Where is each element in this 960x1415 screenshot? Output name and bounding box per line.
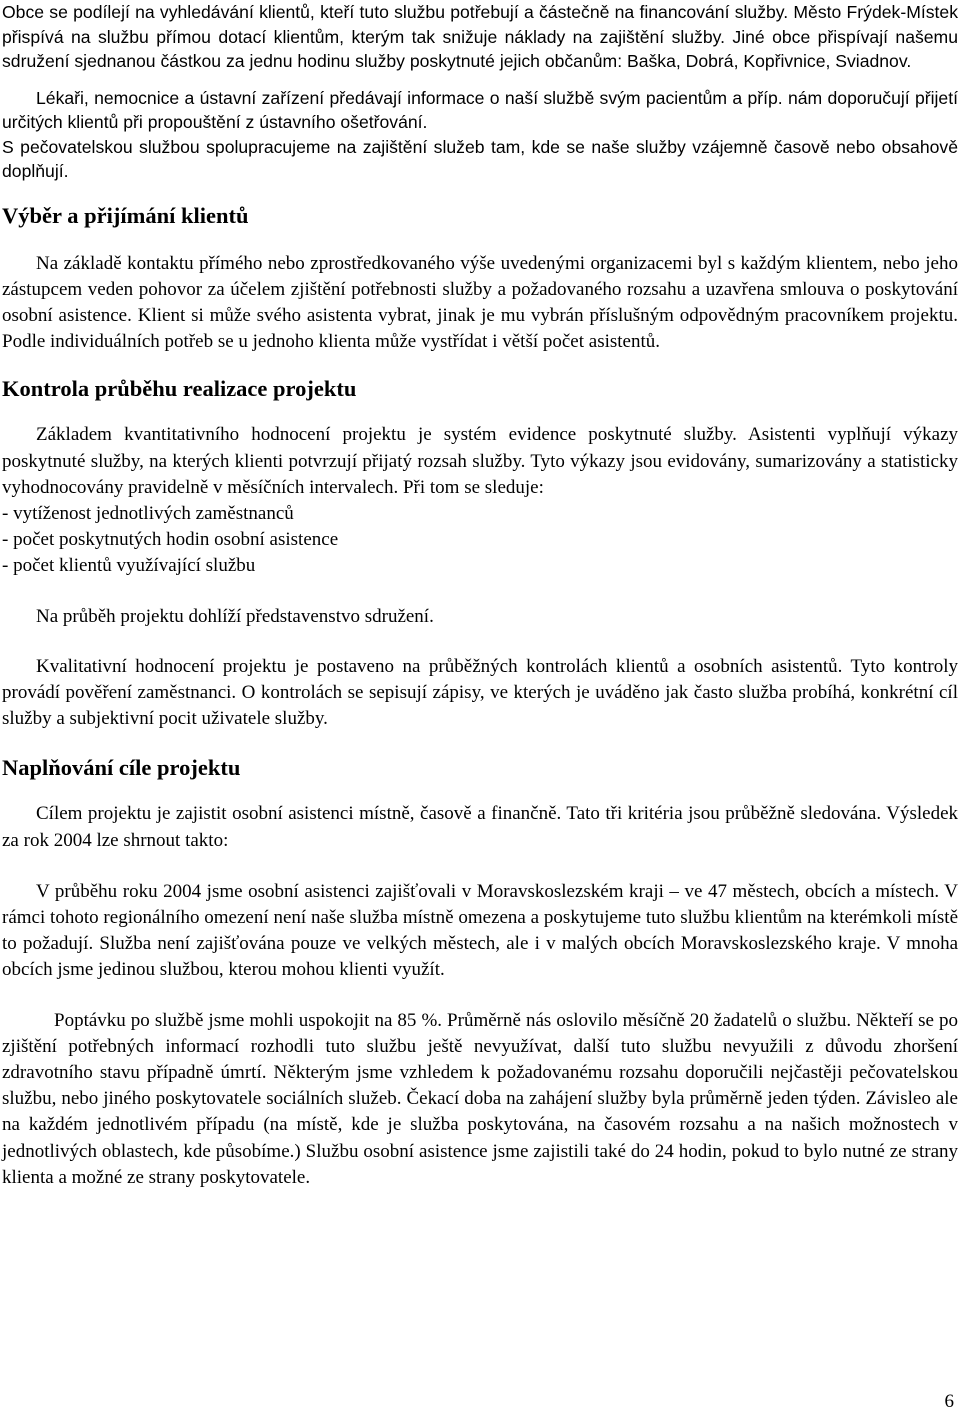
intro-paragraph-care-service: S pečovatelskou službou spolupracujeme na zajištění služeb tam, kde se naše služby vzájemně časově nebo obsahově doplňují. — [2, 136, 958, 181]
list-item: - vytíženost jednotlivých zaměstnanců — [2, 502, 294, 524]
section-project-control — [2, 422, 958, 732]
section-project-goals — [2, 801, 958, 1191]
heading-client-selection: Výběr a přijímání klientů — [2, 202, 249, 228]
document-page — [2, 0, 958, 1191]
paragraph-regional-coverage: V průběhu roku 2004 jsme osobní asistenci zajišťovali v Moravskoslezském kraji – ve 47 městech, obcích a místech. V rámci tohoto regionálního omezení není naše služba místně omezena a poskytujeme tuto službu klientům na kterémkoli místě to požadují. Služba není zajišťována pouze ve velkých městech, ale i v malých obcích Moravskoslezského kraje. V mnoha obcích jsme jedinou službou, kterou mohou klienti využít. — [2, 880, 958, 981]
section-client-selection — [2, 251, 958, 356]
page-number: 6 — [944, 1391, 954, 1412]
list-item: - počet klientů využívající službu — [2, 555, 256, 577]
monitored-items-list — [2, 501, 958, 580]
intro-paragraph-doctors: Lékaři, nemocnice a ústavní zařízení předávají informace o naší službě svým pacientům a příp. nám doporučují přijetí určitých klientů při propouštění z ústavního ošetřování. — [2, 87, 958, 132]
list-item: - počet poskytnutých hodin osobní asistence — [2, 529, 339, 551]
paragraph-demand-satisfaction: Poptávku po službě jsme mohli uspokojit na 85 %. Průměrně nás oslovilo měsíčně 20 žadatelů o službu. Někteří se po zjištění potřebných informací rozhodli tuto službu ještě nevyužívat, další tuto službu nevyužili z důvodu zhoršení zdravotního stavu případně úmrtí. Některým jsme vzhledem k požadovanému rozsahu doporučili nejčastěji pečovatelskou službu, nebo jiného poskytovatele sociálních služeb. Čekací doba na zahájení služby byla průměrně jeden týden. Závisleo ale na každém jednotlivém případu (na místě, kde je služba poskytována, na časovém rozsahu a na našich možnostech v jednotlivých oblastech, kde působíme.) Službu osobní asistence jsme zajistili také do 24 hodin, pokud to bylo nutné ze strany klienta a možné ze strany poskytovatele. — [2, 1009, 958, 1188]
paragraph-quantitative-evaluation: Základem kvantitativního hodnocení projektu je systém evidence poskytnuté služby. Asistenti vyplňují výkazy poskytnuté služby, na kterých klienti potvrzují přijatý rozsah služby. Tyto výkazy jsou evidovány, sumarizovány a statisticky vyhodnocovány pravidelně v měsíčních intervalech. Při tom se sleduje: — [2, 424, 958, 498]
intro-paragraph-municipalities: Obce se podílejí na vyhledávání klientů, kteří tuto službu potřebují a částečně na financování služby. Město Frýdek-Místek přispívá na službu přímou dotací klientům, kterým tak snižuje náklady na zajištění služby. Jiné obce přispívají našemu sdružení sjednanou částkou za jednu hodinu služby poskytnuté jejich občanům: Baška, Dobrá, Kopřivnice, Sviadnov. — [2, 2, 958, 71]
heading-project-goals: Naplňování cíle projektu — [2, 755, 241, 781]
paragraph-client-selection: Na základě kontaktu přímého nebo zprostředkovaného výše uvedenými organizacemi byl s každým klientem, nebo jeho zástupcem veden pohovor za účelem zjištění potřebnosti služby a požadovaného rozsahu a uzavřena smlouva o poskytování osobní asistence. Klient si může svého asistenta vybrat, jinak je mu vybrán příslušným odpovědným pracovníkem projektu. Podle individuálních potřeb se u jednoho klienta může vystřídat i větší počet asistentů. — [2, 252, 958, 353]
paragraph-qualitative-evaluation: Kvalitativní hodnocení projektu je postaveno na průběžných kontrolách klientů a osobních asistentů. Tyto kontroly provádí pověření zaměstnanci. O kontrolách se sepisují zápisy, ve kterých je uváděno jak často služba probíhá, konkrétní cíl služby a subjektivní pocit uživatele služby. — [2, 655, 958, 730]
paragraph-supervision: Na průběh projektu dohlíží představenstvo sdružení. — [36, 605, 434, 627]
heading-project-control: Kontrola průběhu realizace projektu — [2, 376, 357, 402]
paragraph-goal-criteria: Cílem projektu je zajistit osobní asistenci místně, časově a finančně. Tato tři kritéria jsou průběžně sledována. Výsledek za rok 2004 lze shrnout takto: — [2, 803, 958, 851]
intro-section — [2, 0, 958, 184]
